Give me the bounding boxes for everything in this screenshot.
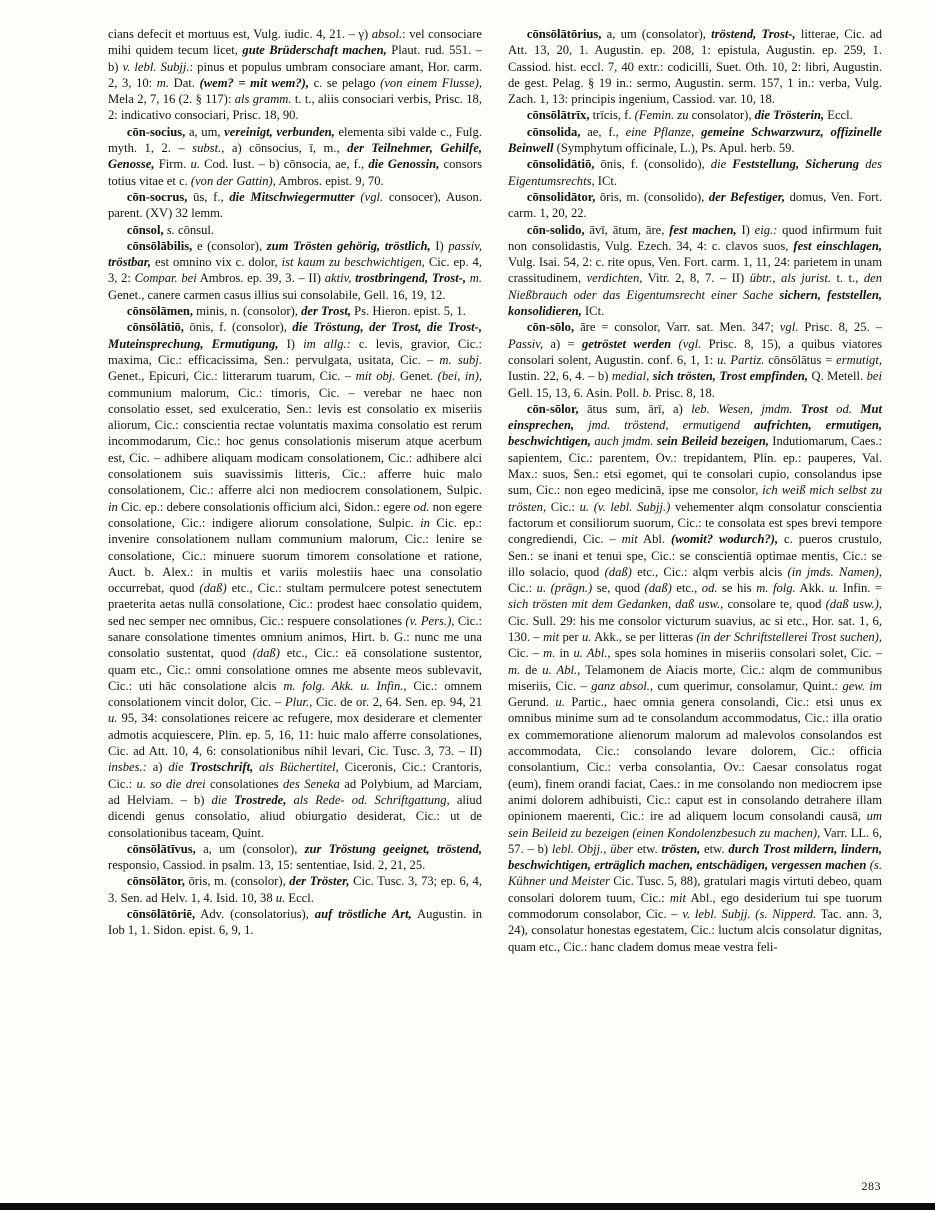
entry-con-solido: cōn-solido, āvī, ātum, āre, fest machen, I) eig.: quod infirmum fuit non consolidastis, Vulg. Ezech. 34, 4: c. clavos suos, fest einschlagen, Vulg. Isai. 54, 2: c. rite opus, Ven. Fort. carm. 1, 11, 24: parietem in unam crassitudinem, verdichten, Vitr. 2, 8, 7. – II) übtr., als jurist. t. t., den Nießbrauch oder das Eigentumsrecht einer Sache sichern, feststellen, konsolidieren, ICt.: [508, 222, 883, 319]
entry-consolabilis: cōnsōlābilis, e (consolor), zum Trösten gehörig, tröstlich, I) passiv, tröstbar, est omnino vix c. dolor, ist kaum zu beschwichtigen, Cic. ep. 4, 3, 2: Compar. bei Ambros. ep. 39, 3. – II) aktiv, trostbringend, Trost-, m. Genet., canere carmen casus illius sui consolabile, Gell. 16, 19, 12.: [108, 238, 483, 302]
page-number: 283: [861, 1179, 881, 1193]
entry-con-solo: cōn-sōlo, āre = consolor, Varr. sat. Men. 347; vgl. Prisc. 8, 25. – Passiv, a) = getröstet werden (vgl. Prisc. 8, 15), a quibus viatores consolari solent, Augustin. conf. 6, 1, 1: u. Partiz. cōnsōlātus = ermutigt, Iustin. 22, 6, 4. – b) medial, sich trösten, Trost empfinden, Q. Metell. bei Gell. 15, 13, 6. Asin. Poll. b. Prisc. 8, 18.: [508, 320, 882, 400]
entry-consolidator: cōnsolidātor, ōris, m. (consolido), der Befestiger, domus, Ven. Fort. carm. 1, 20, 22.: [508, 189, 882, 221]
entry-consolida: cōnsolida, ae, f., eine Pflanze, gemeine Schwarzwurz, offizinelle Beinwell (Symphytum officinale, L.), Ps. Apul. herb. 59.: [508, 124, 882, 156]
entry-consolator: cōnsōlātor, ōris, m. (consolor), der Tröster, Cic. Tusc. 3, 73; ep. 6, 4, 3. Sen. ad Helv. 1, 4. Isid. 10, 38 u. Eccl.: [108, 874, 483, 905]
entry-consolatio: cōnsōlātiō, ōnis, f. (consolor), die Tröstung, der Trost, die Trost-, Muteinsprechung, Ermutigung, I) im allg.: c. levis, gravior, Cic.: maxima, Cic.: efficacissima, Sen.: pervulgata, usitata, Cic. – m. subj. Genet., Epicuri, Cic.: litterarum tuarum, Cic. – mit obj. Genet. (bei, in), communium malorum, Cic.: timoris, Cic. – verebar ne haec non consolatio esset, sed exulceratio, Sen.: levis est consolatio ex miseriis aliorum, Cic.: conscientia rectae voluntatis maxima consolatio est rerum incommodarum, Cic.: hoc genus consolationis miserum atque acerbum est, Cic. – adhibere aliquam modicam consolationem, Cic.: adhibere alci consolationem suis suavissimis litteris, Cic.: afferre huic malo consolationem, Cic.: afferre alci non mediocrem consolationem, Sulpic. in Cic. ep.: debere consolationis officium alci, Sidon.: egere od. non egere consolatione, Cic.: indigere aliorum consolatione, Sulpic. in Cic. ep.: invenire consolationem nullam communium malorum, Cic.: lenire se consolatione, Cic.: minuere suorum timorem consolatione et ratione, Auct. b. Alex.: in multis et variis molestiis haec una consolatio occurrebat, quod (daß) etc., Cic.: stultam permulcere potest senectutem praeterita aetas nullā consolatione, Cic.: prodest haec consolatio quidem, sed nec semper nec omnibus, Cic.: respuere consolationes (v. Pers.), Cic.: sanare consolatione timentes omnium animos, Hirt. b. G.: nunc me una consolatio sustentat, quod (daß) etc., Cic.: eā consolatione sustentor, quam etc., Cic.: omni consolatione omnes me absente meos sublevavit, Cic.: uti hāc consolatione alcis m. folg. Akk. u. Infin., Cic.: omnem consolationem vincit dolor, Cic. – Plur., Cic. de or. 2, 64. Sen. ep. 94, 21 u. 95, 34: consolationes reicere ac refugere, mox desiderare et clementer admotis acquiescere, Plin. ep. 5, 16, 11: huic malo afferre consolationes, Cic. ad Att. 10, 4, 6: consolationibus nihil levari, Cic. Tusc. 3, 73. – II) insbes.: a) die Trostschrift, als Büchertitel, Ciceronis, Cic.: Crantoris, Cic.: u. so die drei consolationes des Seneka ad Polybium, ad Marciam, ad Helviam. – b) die Trostrede, als Rede- od. Schriftgattung, aliud dicendi genus consolatio, aliud obiurgatio desiderat, Cic.: ut de consolationibus taceam, Quint.: [108, 320, 483, 840]
entry-con-socius: cōn-socius, a, um, vereinigt, verbunden, elementa sibi valde c., Fulg. myth. 1, 2. – subst., a) cōnsocius, ī, m., der Teilnehmer, Gehilfe, Genosse, Firm. u. Cod. Iust. – b) cōnsocia, ae, f., die Genossin, consors totius vitae et c. (von der Gattin), Ambros. epist. 9, 70.: [108, 124, 482, 188]
text-block: [108, 26, 882, 955]
entry-con-solor: cōn-sōlor, ātus sum, ārī, a) leb. Wesen, jmdm. Trost od. Mut einsprechen, jmd. tröstend, ermutigend aufrichten, ermutigen, beschwichtigen, auch jmdm. sein Beileid bezeigen, Indutiomarum, Caes.: sapientem, Cic.: parentem, Ov.: trepidantem, Plin. ep.: pauperes, Val. Max.: suos, Sen.: etsi egomet, qui te consolari cupio, consolandus ipse sum, Cic.: non egeo medicinā, ipse me consolor, ich weiß mich selbst zu trösten, Cic.: u. (v. lebl. Subjj.) vehementer alqm consolatur conscientia factorum et consiliorum suorum, Cic.: te consolata est spes brevi tempore congrediendi, Cic. – mit Abl. (womit? wodurch?), c. pueros crustulo, Sen.: se inani et tenui spe, Cic.: se conscientiā optimae mentis, Cic.: se illo solacio, quod (daß) etc., Cic.: alqm verbis alcis (in jmds. Namen), Cic.: u. (prägn.) se, quod (daß) etc., od. se his m. folg. Akk. u. Infin. = sich trösten mit dem Gedanken, daß usw., consolare te, quod (daß usw.), Cic. Sull. 29: his me consolor victurum suavius, ac si etc., Hor. sat. 1, 6, 130. – mit per u. Akk., se per litteras (in der Schriftstellerei Trost suchen), Cic. – m. in u. Abl., spes sola homines in miseriis consolari solet, Cic. – m. de u. Abl., Telamonem de Aiacis morte, Cic.: alqm de communibus miseriis, Cic. – ganz absol., cum querimur, consolamur, Quint.: gew. im Gerund. u. Partic., haec omnia genera consolandi, Cic.: etsi unus ex omnibus minime sum ad te consolandum accommodatus, Cic.: illa oratio ex commemoratione alienorum malorum ad malevolos consolandos est accommodata, Cic.: consolando levare dolorem, Cic.: officia consolantium, Cic.: verba consolantia, Ov.: Caesar consolatus rogat (eum), finem orandi faciat, Caes.: in me consolando non mediocrem ipse animi dolorem adhibuisti, Cic.: caput est in consolando detrahere illam opinionem maerenti, Cic.: ire ad aliquem locum consolandi causā, um sein Beileid zu bezeigen (einen Kondolenzbesuch zu machen), Varr. LL. 6, 57. – b) lebl. Objj., über etw. trösten, etw. durch Trost mildern, lindern, beschwichtigen, erträglich machen, entschädigen, vergessen machen (s. Kühner und Meister Cic. Tusc. 5, 88), gratulari magis virtuti debeo, quam consolari dolorem tuum, Cic.: mit Abl., ego desiderium tui spe tuorum commodorum consolabor, Cic. – v. lebl. Subjj. (s. Nipperd. Tac. ann. 3, 24), consolatur honestas egestatem, Cic.: luctum alcis consolatur dignitas, quam etc., Cic.: hanc cladem domus meae vestra feli-: [508, 401, 883, 954]
entry-consociare-continuation: cians defecit et mortuus est, Vulg. iudic. 4, 21. – γ) absol.: vel consociare mihi quidem tecum licet, gute Brüderschaft machen, Plaut. rud. 551. – b) v. lebl. Subjj.: pinus et populus umbram consociare amant, Hor. carm. 2, 3, 10: m. Dat. (wem? = mit wem?), c. se pelago (von einem Flusse), Mela 2, 7, 16 (2. § 117): als gramm. t. t., aliis consociari verbis, Prisc. 18, 2: indicativo consociari, Prisc. 18, 90.: [108, 27, 482, 123]
scan-bottom-edge: [0, 1203, 935, 1210]
entry-consol: cōnsol, s. cōnsul.: [126, 222, 215, 237]
entry-consolidatio: cōnsolidātiō, ōnis, f. (consolido), die Feststellung, Sicherung des Eigentumsrechts, ICt.: [508, 157, 882, 188]
entry-consolamen: cōnsōlāmen, minis, n. (consolor), der Trost, Ps. Hieron. epist. 5, 1.: [126, 304, 466, 319]
entry-consolatorius: cōnsōlātōrius, a, um (consolator), tröstend, Trost-, litterae, Cic. ad Att. 13, 20, 1. Augustin. ep. 208, 1: epistula, Augustin. ep. 259, 1. Cassiod. hist. eccl. 7, 40 extr.: codicilli, Suet. Oth. 10, 2: libri, Augustin. de gest. Pelag. § 19 in.: sermo, Augustin. serm. 157, 1 in.: verba, Vulg. Zach. 1, 13: principis ingenium, Cassiod. var. 10, 18.: [508, 27, 882, 107]
entry-con-socrus: cōn-socrus, ūs, f., die Mitschwiegermutter (vgl. consocer), Auson. parent. (XV) 32 lemm.: [108, 189, 482, 221]
right-column: [508, 26, 882, 955]
entry-consolativus: cōnsōlātīvus, a, um (consolor), zur Tröstung geeignet, tröstend, responsio, Cassiod. in psalm. 13, 15: sententiae, Isid. 2, 21, 25.: [108, 841, 482, 873]
entry-consolatorie: cōnsōlātōriē, Adv. (consolatorius), auf tröstliche Art, Augustin. in Iob 1, 1. Sidon. epist. 6, 9, 1.: [108, 907, 482, 938]
entry-consolatrix: cōnsōlātrīx, trīcis, f. (Femin. zu consolator), die Trösterin, Eccl.: [526, 108, 853, 123]
left-column: [108, 26, 482, 955]
